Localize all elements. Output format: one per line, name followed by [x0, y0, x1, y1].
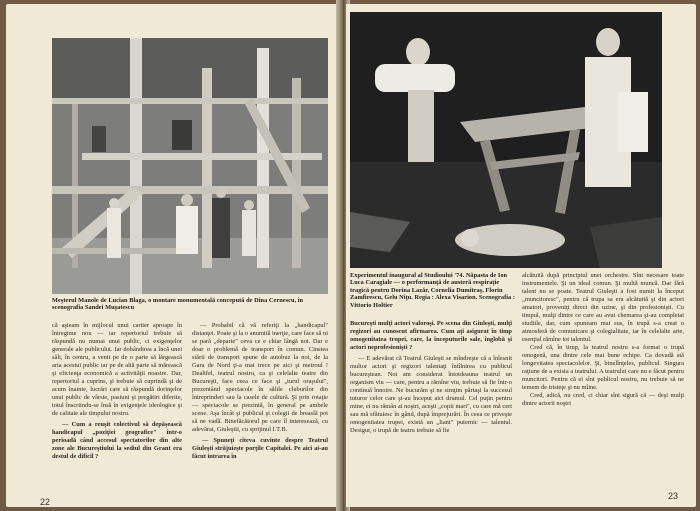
- right-col1-paragraph: — E adevărat că Teatrul Giuleşti se mîndreşte că a înlesnit multor actori şi regizori talentaţi întîlnirea cu publicul bucureştean. Noi am considerat întotdeauna teatrul un organism viu — care, pentru a rămîne viu, trebuie să fie într-o continuă înnoire. Ne bucurăm şi ne simţim părtaşi la succesul tuturor celor care şi-au început aici drumul. Cel puţin pentru mine, ei nu rămân ai noştri, aceşti „copii mari", cu care mă cert sau mă sfătuiesc în gând, după împrejurări. În ceea ce priveşte omogenitatea trupei, există un „liant" puternic — talentul. Desigur, o trupă de teatru trebuie să fie: [350, 355, 512, 434]
- right-photo-caption: Experimentul inaugural al Studioului '74. Năpasta de Ion Luca Caragiale — o performanţă de austeră respiraţie tragică pentru Dorina Lazăr, Cornelia Dumitraş, Florin Zamfirescu, Gelu Niţu. Regia : Alexa Visarion. Scenografia : Vittorio Holtier: [350, 272, 516, 309]
- scaffold-scene-image: [52, 38, 328, 294]
- left-column-2: [192, 322, 328, 464]
- left-col1-question: — Cum a reuşit colectivul să depăşească handicapul „poziţiei geografice" într-o perioadă când accesul spectatorilor din alte zone ale Bucureştiului la sediul din Grant era destul de dificil ?: [52, 421, 182, 460]
- left-col2-question: — Spuneţi cîteva cuvinte despre Teatrul Giuleşti străjuiește porţile Capitalei. Pe aici ai-au făcut intrarea în: [192, 437, 328, 460]
- left-photo: [52, 38, 328, 294]
- left-col1-paragraph: că aşteam în mijlocul unui cartier aproape în întregime nou — iar repertoriul trebuie să răspundă nu numai unui public, ci exigenţelor generale ale publicului. Iar dobândirea a încă unei săli, în centru, a venit pe de o parte să lărgească aria acestui public iar pe de altă parte să mărească şi eficienţa economică a activităţii noastre. Dar, repertoriul a cuprins, şi trebuie să cuprindă şi de acum înainte, lucrări care să răspundă dorinţelor unui public de vârste, pasiuni şi pregătiri diferite, totul înscriindu-se însă în exigenţele ideologice şi de calitate ale timpului nostru.: [52, 322, 182, 417]
- left-column-1: [52, 322, 182, 464]
- right-column-1: [350, 320, 512, 435]
- right-page-number: 23: [668, 491, 679, 501]
- left-photo-caption: Meşterul Manole de Lucian Blaga, o montare monumentală concepută de Dina Cernescu, în scenografia Sandei Muşatescu: [52, 297, 304, 312]
- left-page-number: 22: [40, 497, 51, 507]
- right-photo: [350, 12, 662, 268]
- right-column-2: [522, 272, 684, 408]
- right-col1-question: Bucureşti mulţi actori valoroşi. Pe scena din Giuleşti, mulţi regizori au cunoscut afirmarea. Cum aţi asigurat în timp omogenitatea trupei, care, la începuturile sale, înglobă şi actori neprofesionişti ?: [350, 320, 512, 351]
- left-page: [6, 4, 342, 507]
- right-col2-paragraph-3: Cred, adică, nu cred, ci chiar sînt sigură că — deşi mulţi dintre actorii noştri: [522, 392, 684, 407]
- right-col2-paragraph-1: alcătuită după principiul unei orchestre. Sînt necesare toate instrumentele. Şi un ideal comun. Şi multă muncă. Dar fără talent nu se poate. Teatrul Giuleşti a fost numit la început „muncitoresc", pentru că trupa sa era alcătuită şi din actori amatori, proveniţi direct din uzine, şi din profesionişti. Cu timpul, mulţi dintre ce care au avut chemarea şi-au completat studiile, dar, cum spuneam mai sus, în trupă s-a creat o atmosferă de comunicare şi colegialitate, iar în celelalte arte, esenţial rămîne tot talentul.: [522, 272, 684, 343]
- theatre-scene-image: [350, 12, 662, 268]
- right-page: [346, 4, 696, 507]
- right-col2-paragraph-2: Cred că, în timp, la teatrul nostru s-a format o trupă omogenă, una dintre cele mai bune echipe. Ca dovadă stă longevitatea spectacolelor. Şi, binelînţeles, publicul. Singura raţiune de a exista a teatrului. A teatrului care nu e făcut pentru muncitori. Pentru că ei sînt publicul nostru, nu trebuie să ne temem de tristeţe şi nu mîine.: [522, 344, 684, 391]
- left-col2-paragraph: — Probabil că vă referiţi la „handicapul" distanţei. Poate şi la o anumită inerţie, care face să ni se pară „departe" ceva ce e chiar lângă noi. Dar e doar o problemă de transport în comun. Cinstea stării de transport spune de autobuz la noi, de la Gara de Nord ţi-a mai trece pe aici şi metroul ! Dealtfel, teatrul nostru, ca şi celelalte teatre din Bucureşti, face ceea ce face şi „turul oraşului", prezentând spectacole în sălile cluburilor din întreprinderi sau la casele de cultură. Şi prin rotaţie — spectacole se prezintă, în general pe ambele scene. Aşa încât şi publicul şi colegii de breaslă pot să ne vadă. Binefăcătorul pe care îl interesează, cu adevărat, Giuleştii, cu sprijinul I.T.B.: [192, 322, 328, 433]
